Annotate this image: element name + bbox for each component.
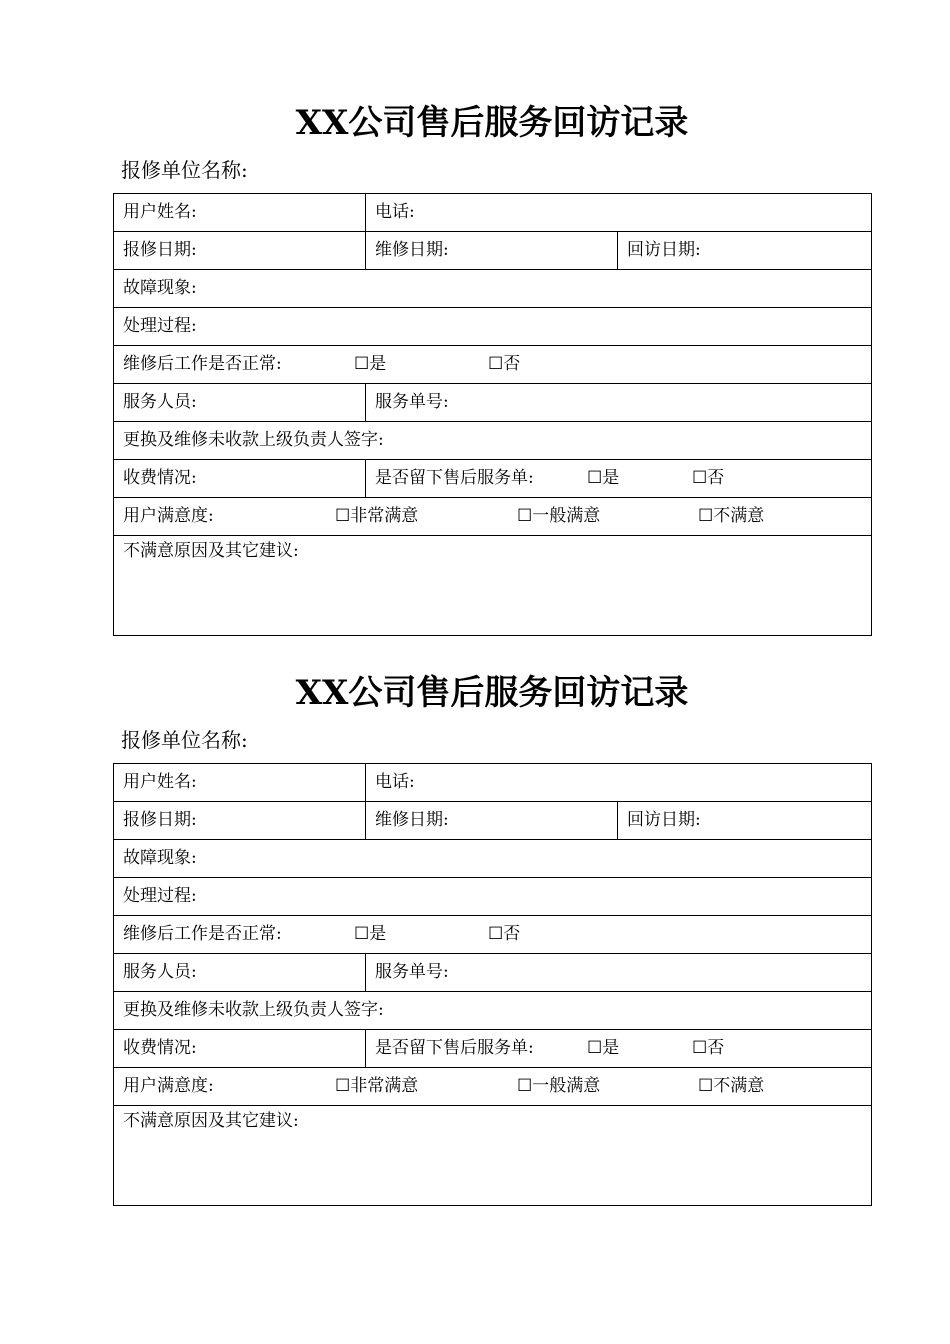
record-table xyxy=(113,193,872,636)
table-row xyxy=(114,916,872,954)
table-row xyxy=(114,536,872,636)
very-satisfied-checkbox[interactable]: ☐非常满意 xyxy=(335,506,419,526)
table-row xyxy=(114,954,872,992)
process-field[interactable]: 处理过程: xyxy=(114,878,872,916)
table-row xyxy=(114,422,872,460)
keep-sheet-label: 是否留下售后服务单: xyxy=(375,1038,534,1058)
work-no-checkbox[interactable]: ☐否 xyxy=(488,354,521,374)
signature-field[interactable]: 更换及维修未收款上级负责人签字: xyxy=(114,992,872,1030)
staff-field[interactable]: 服务人员: xyxy=(114,384,366,422)
table-row xyxy=(114,878,872,916)
work-yes-checkbox[interactable]: ☐是 xyxy=(354,354,387,374)
not-satisfied-checkbox[interactable]: ☐不满意 xyxy=(698,1076,765,1096)
service-number-field[interactable]: 服务单号: xyxy=(366,384,872,422)
signature-field[interactable]: 更换及维修未收款上级负责人签字: xyxy=(114,422,872,460)
keep-sheet-row xyxy=(366,1030,872,1068)
table-row xyxy=(114,1106,872,1206)
table-row xyxy=(114,498,872,536)
keep-sheet-label: 是否留下售后服务单: xyxy=(375,468,534,488)
phone-field[interactable]: 电话: xyxy=(366,194,872,232)
very-satisfied-checkbox[interactable]: ☐非常满意 xyxy=(335,1076,419,1096)
visit-date-field[interactable]: 回访日期: xyxy=(618,232,872,270)
satisfaction-row xyxy=(114,1068,872,1106)
table-row xyxy=(114,346,872,384)
keep-yes-checkbox[interactable]: ☐是 xyxy=(587,468,620,488)
unit-name-label: 报修单位名称: xyxy=(121,158,248,182)
normal-satisfied-checkbox[interactable]: ☐一般满意 xyxy=(517,1076,601,1096)
not-satisfied-checkbox[interactable]: ☐不满意 xyxy=(698,506,765,526)
user-name-field[interactable]: 用户姓名: xyxy=(114,194,366,232)
table-row xyxy=(114,308,872,346)
table-row xyxy=(114,802,872,840)
table-row xyxy=(114,194,872,232)
fault-field[interactable]: 故障现象: xyxy=(114,270,872,308)
phone-field[interactable]: 电话: xyxy=(366,764,872,802)
work-normal-label: 维修后工作是否正常: xyxy=(123,354,282,374)
suggestion-field[interactable]: 不满意原因及其它建议: xyxy=(114,1106,872,1206)
user-name-field[interactable]: 用户姓名: xyxy=(114,764,366,802)
charge-field[interactable]: 收费情况: xyxy=(114,1030,366,1068)
keep-no-checkbox[interactable]: ☐否 xyxy=(692,468,725,488)
record-table xyxy=(113,763,872,1206)
table-row xyxy=(114,992,872,1030)
keep-no-checkbox[interactable]: ☐否 xyxy=(692,1038,725,1058)
table-row xyxy=(114,460,872,498)
service-number-field[interactable]: 服务单号: xyxy=(366,954,872,992)
table-row xyxy=(114,840,872,878)
satisfaction-label: 用户满意度: xyxy=(123,506,214,526)
unit-name-label: 报修单位名称: xyxy=(121,728,248,752)
table-row xyxy=(114,1068,872,1106)
work-normal-label: 维修后工作是否正常: xyxy=(123,924,282,944)
keep-sheet-row xyxy=(366,460,872,498)
table-row xyxy=(114,232,872,270)
work-normal-row xyxy=(114,916,872,954)
satisfaction-label: 用户满意度: xyxy=(123,1076,214,1096)
staff-field[interactable]: 服务人员: xyxy=(114,954,366,992)
keep-yes-checkbox[interactable]: ☐是 xyxy=(587,1038,620,1058)
repair-date-field[interactable]: 维修日期: xyxy=(366,232,618,270)
visit-date-field[interactable]: 回访日期: xyxy=(618,802,872,840)
charge-field[interactable]: 收费情况: xyxy=(114,460,366,498)
process-field[interactable]: 处理过程: xyxy=(114,308,872,346)
report-date-field[interactable]: 报修日期: xyxy=(114,232,366,270)
table-row xyxy=(114,384,872,422)
table-row xyxy=(114,1030,872,1068)
normal-satisfied-checkbox[interactable]: ☐一般满意 xyxy=(517,506,601,526)
work-normal-row xyxy=(114,346,872,384)
suggestion-field[interactable]: 不满意原因及其它建议: xyxy=(114,536,872,636)
work-yes-checkbox[interactable]: ☐是 xyxy=(354,924,387,944)
report-date-field[interactable]: 报修日期: xyxy=(114,802,366,840)
fault-field[interactable]: 故障现象: xyxy=(114,840,872,878)
table-row xyxy=(114,764,872,802)
table-row xyxy=(114,270,872,308)
work-no-checkbox[interactable]: ☐否 xyxy=(488,924,521,944)
form-title: XX公司售后服务回访记录 xyxy=(295,673,689,713)
repair-date-field[interactable]: 维修日期: xyxy=(366,802,618,840)
satisfaction-row xyxy=(114,498,872,536)
form-title: XX公司售后服务回访记录 xyxy=(295,103,689,143)
